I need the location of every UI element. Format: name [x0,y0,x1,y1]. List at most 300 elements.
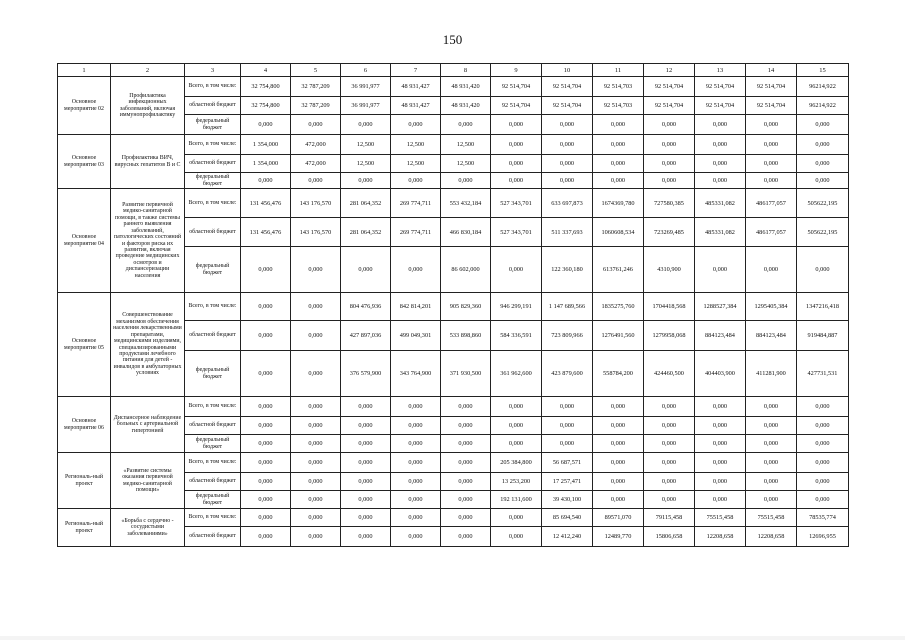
amount-cell: 143 176,570 [291,218,341,247]
col-header: 11 [593,64,644,77]
amount-cell: 0,000 [391,473,441,491]
amount-cell: 472,000 [291,155,341,173]
amount-cell: 0,000 [593,417,644,435]
amount-cell: 0,000 [542,435,593,453]
amount-cell: 0,000 [241,473,291,491]
amount-cell: 85 694,540 [542,509,593,527]
amount-cell: 371 930,500 [441,351,491,397]
amount-cell: 0,000 [593,453,644,473]
amount-cell: 485331,082 [695,218,746,247]
amount-cell: 0,000 [542,135,593,155]
activity-name: Совершенствование механизмов обеспечения населения лекарственными препаратами, медицинскими изделиями, специализированными продуктами лечебного питания для детей - инвалидов в амбулаторных условиях [111,293,185,397]
amount-cell: 0,000 [644,135,695,155]
amount-cell: 411281,900 [746,351,797,397]
funding-source: областной бюджет [185,473,241,491]
amount-cell: 92 514,704 [644,97,695,115]
amount-cell: 0,000 [746,173,797,189]
amount-cell: 0,000 [593,155,644,173]
amount-cell: 1 354,000 [241,135,291,155]
funding-source: федеральный бюджет [185,115,241,135]
amount-cell: 0,000 [441,397,491,417]
amount-cell: 905 829,360 [441,293,491,321]
amount-cell: 0,000 [797,417,849,435]
funding-source: федеральный бюджет [185,173,241,189]
amount-cell: 0,000 [593,473,644,491]
amount-cell: 48 931,420 [441,77,491,97]
amount-cell: 0,000 [593,435,644,453]
table-row [58,293,849,321]
activity-name: Профилактика ВИЧ, вирусных гепатитов В и С [111,135,185,189]
amount-cell: 32 787,209 [291,77,341,97]
amount-cell: 205 384,800 [491,453,542,473]
amount-cell: 0,000 [797,173,849,189]
amount-cell: 281 064,352 [341,189,391,218]
amount-cell: 143 176,570 [291,189,341,218]
amount-cell: 0,000 [441,417,491,435]
amount-cell: 0,000 [441,473,491,491]
amount-cell: 32 754,800 [241,77,291,97]
amount-cell: 75515,458 [695,509,746,527]
amount-cell: 0,000 [291,527,341,547]
amount-cell: 0,000 [797,435,849,453]
amount-cell: 0,000 [241,351,291,397]
amount-cell: 0,000 [542,173,593,189]
amount-cell: 12208,658 [695,527,746,547]
activity-level: Основное мероприятие 04 [58,189,111,293]
amount-cell: 584 336,591 [491,321,542,351]
amount-cell: 1288527,384 [695,293,746,321]
amount-cell: 0,000 [341,115,391,135]
amount-cell: 131 456,476 [241,218,291,247]
amount-cell: 0,000 [644,453,695,473]
amount-cell: 1 147 689,566 [542,293,593,321]
amount-cell: 842 814,201 [391,293,441,321]
amount-cell: 0,000 [241,173,291,189]
amount-cell: 0,000 [746,435,797,453]
amount-cell: 12489,770 [593,527,644,547]
activity-level: Основное мероприятие 02 [58,77,111,135]
amount-cell: 884123,484 [695,321,746,351]
amount-cell: 0,000 [241,397,291,417]
amount-cell: 0,000 [746,417,797,435]
col-header: 8 [441,64,491,77]
amount-cell: 499 049,301 [391,321,441,351]
amount-cell: 0,000 [797,473,849,491]
budget-table [57,63,849,547]
activity-level: Региональ-ный проект [58,453,111,509]
amount-cell: 0,000 [746,135,797,155]
amount-cell: 0,000 [695,115,746,135]
amount-cell: 92 514,704 [491,77,542,97]
amount-cell: 12208,658 [746,527,797,547]
amount-cell: 0,000 [341,417,391,435]
amount-cell: 804 476,936 [341,293,391,321]
activity-level: Основное мероприятие 06 [58,397,111,453]
amount-cell: 0,000 [441,509,491,527]
amount-cell: 0,000 [695,155,746,173]
amount-cell: 0,000 [746,453,797,473]
funding-source: Всего, в том числе: [185,397,241,417]
amount-cell: 0,000 [593,491,644,509]
amount-cell: 12,500 [441,155,491,173]
amount-cell: 361 962,600 [491,351,542,397]
amount-cell: 12,500 [341,135,391,155]
amount-cell: 0,000 [241,435,291,453]
col-header: 12 [644,64,695,77]
amount-cell: 0,000 [746,491,797,509]
amount-cell: 92 514,704 [542,97,593,115]
amount-cell: 0,000 [695,473,746,491]
amount-cell: 0,000 [746,115,797,135]
amount-cell: 4310,900 [644,247,695,293]
amount-cell: 0,000 [291,491,341,509]
amount-cell: 0,000 [291,397,341,417]
amount-cell: 0,000 [491,247,542,293]
amount-cell: 15806,658 [644,527,695,547]
amount-cell: 12,500 [391,135,441,155]
amount-cell: 0,000 [341,491,391,509]
funding-source: областной бюджет [185,155,241,173]
amount-cell: 0,000 [644,173,695,189]
amount-cell: 0,000 [797,453,849,473]
amount-cell: 0,000 [441,491,491,509]
amount-cell: 0,000 [593,173,644,189]
amount-cell: 12 412,240 [542,527,593,547]
amount-cell: 404403,900 [695,351,746,397]
amount-cell: 0,000 [391,509,441,527]
amount-cell: 92 514,704 [746,77,797,97]
amount-cell: 131 456,476 [241,189,291,218]
amount-cell: 0,000 [644,473,695,491]
amount-cell: 0,000 [341,473,391,491]
amount-cell: 36 991,977 [341,97,391,115]
amount-cell: 0,000 [241,115,291,135]
amount-cell: 0,000 [593,115,644,135]
table-row [58,77,849,97]
amount-cell: 0,000 [341,453,391,473]
amount-cell: 78535,774 [797,509,849,527]
col-header: 6 [341,64,391,77]
funding-source: Всего, в том числе: [185,453,241,473]
amount-cell: 0,000 [695,247,746,293]
amount-cell: 553 432,184 [441,189,491,218]
amount-cell: 0,000 [391,453,441,473]
col-header: 1 [58,64,111,77]
amount-cell: 0,000 [491,115,542,135]
amount-cell: 0,000 [491,173,542,189]
amount-cell: 0,000 [291,351,341,397]
amount-cell: 96214,922 [797,77,849,97]
funding-source: областной бюджет [185,97,241,115]
amount-cell: 0,000 [542,155,593,173]
funding-source: федеральный бюджет [185,351,241,397]
amount-cell: 48 931,427 [391,97,441,115]
amount-cell: 92 514,704 [695,97,746,115]
amount-cell: 0,000 [391,417,441,435]
amount-cell: 0,000 [391,435,441,453]
col-header: 2 [111,64,185,77]
col-header: 15 [797,64,849,77]
amount-cell: 0,000 [542,397,593,417]
amount-cell: 0,000 [241,247,291,293]
amount-cell: 0,000 [695,397,746,417]
amount-cell: 32 787,209 [291,97,341,115]
amount-cell: 0,000 [695,173,746,189]
amount-cell: 533 898,860 [441,321,491,351]
amount-cell: 0,000 [441,435,491,453]
amount-cell: 485331,082 [695,189,746,218]
amount-cell: 558784,200 [593,351,644,397]
table-row [58,397,849,417]
activity-name: Профилактика инфекционных заболеваний, включая иммунопрофилактику [111,77,185,135]
amount-cell: 727580,385 [644,189,695,218]
amount-cell: 0,000 [241,453,291,473]
amount-cell: 0,000 [341,397,391,417]
amount-cell: 48 931,420 [441,97,491,115]
amount-cell: 12,500 [341,155,391,173]
amount-cell: 0,000 [644,435,695,453]
col-header: 14 [746,64,797,77]
amount-cell: 0,000 [391,247,441,293]
amount-cell: 0,000 [391,115,441,135]
amount-cell: 0,000 [797,135,849,155]
amount-cell: 0,000 [695,491,746,509]
amount-cell: 486177,057 [746,189,797,218]
amount-cell: 486177,057 [746,218,797,247]
funding-source: федеральный бюджет [185,435,241,453]
amount-cell: 32 754,800 [241,97,291,115]
amount-cell: 122 360,180 [542,247,593,293]
activity-name: Развитие первичной медико-санитарной помощи, в также системы раннего выявления заболеваний, патологических состояний и факторов риска их развития, включая проведение медицинских осмотров и диспансеризации населения [111,189,185,293]
amount-cell: 0,000 [341,435,391,453]
col-header: 3 [185,64,241,77]
column-number-row [58,64,849,77]
amount-cell: 0,000 [341,173,391,189]
amount-cell: 0,000 [241,491,291,509]
amount-cell: 0,000 [542,115,593,135]
amount-cell: 0,000 [291,453,341,473]
amount-cell: 472,000 [291,135,341,155]
funding-source: областной бюджет [185,527,241,547]
amount-cell: 0,000 [291,509,341,527]
col-header: 9 [491,64,542,77]
amount-cell: 92 514,704 [542,77,593,97]
amount-cell: 0,000 [491,417,542,435]
amount-cell: 0,000 [695,435,746,453]
amount-cell: 0,000 [491,135,542,155]
funding-source: Всего, в том числе: [185,135,241,155]
activity-name: Диспансерное наблюдение больных с артериальной гипертонией [111,397,185,453]
funding-source: федеральный бюджет [185,247,241,293]
table-row [58,509,849,527]
activity-level: Основное мероприятие 03 [58,135,111,189]
activity-level: Основное мероприятие 05 [58,293,111,397]
amount-cell: 92 514,704 [644,77,695,97]
amount-cell: 0,000 [241,527,291,547]
scan-edge [0,636,905,640]
funding-source: областной бюджет [185,321,241,351]
amount-cell: 0,000 [746,155,797,173]
amount-cell: 427731,531 [797,351,849,397]
amount-cell: 0,000 [291,417,341,435]
col-header: 10 [542,64,593,77]
amount-cell: 79115,458 [644,509,695,527]
amount-cell: 0,000 [341,247,391,293]
amount-cell: 269 774,711 [391,189,441,218]
amount-cell: 0,000 [695,453,746,473]
amount-cell: 613761,246 [593,247,644,293]
activity-name: «Борьба с сердечно - сосудистыми заболеваниями» [111,509,185,547]
amount-cell: 0,000 [241,293,291,321]
amount-cell: 269 774,711 [391,218,441,247]
amount-cell: 0,000 [291,115,341,135]
amount-cell: 92 514,704 [746,97,797,115]
amount-cell: 0,000 [391,173,441,189]
amount-cell: 0,000 [241,417,291,435]
amount-cell: 12696,955 [797,527,849,547]
amount-cell: 343 764,900 [391,351,441,397]
amount-cell: 12,500 [391,155,441,173]
amount-cell: 39 430,100 [542,491,593,509]
amount-cell: 0,000 [644,397,695,417]
funding-source: Всего, в том числе: [185,509,241,527]
amount-cell: 0,000 [797,491,849,509]
amount-cell: 1704418,568 [644,293,695,321]
amount-cell: 89571,070 [593,509,644,527]
amount-cell: 511 337,693 [542,218,593,247]
amount-cell: 0,000 [441,115,491,135]
amount-cell: 0,000 [291,247,341,293]
table-row [58,189,849,218]
funding-source: областной бюджет [185,218,241,247]
amount-cell: 92 514,704 [491,97,542,115]
amount-cell: 633 697,873 [542,189,593,218]
amount-cell: 527 343,701 [491,189,542,218]
amount-cell: 1276491,560 [593,321,644,351]
amount-cell: 0,000 [441,173,491,189]
table-row [58,135,849,155]
amount-cell: 0,000 [341,527,391,547]
amount-cell: 0,000 [291,321,341,351]
amount-cell: 723 809,966 [542,321,593,351]
funding-source: областной бюджет [185,417,241,435]
amount-cell: 0,000 [491,435,542,453]
amount-cell: 0,000 [746,247,797,293]
col-header: 4 [241,64,291,77]
amount-cell: 1279958,068 [644,321,695,351]
amount-cell: 192 131,600 [491,491,542,509]
amount-cell: 0,000 [441,453,491,473]
amount-cell: 1060608,534 [593,218,644,247]
amount-cell: 466 830,184 [441,218,491,247]
amount-cell: 0,000 [644,115,695,135]
amount-cell: 92 514,703 [593,77,644,97]
amount-cell: 0,000 [797,115,849,135]
amount-cell: 92 514,704 [695,77,746,97]
amount-cell: 48 931,427 [391,77,441,97]
amount-cell: 0,000 [644,155,695,173]
amount-cell: 0,000 [391,397,441,417]
amount-cell: 0,000 [491,527,542,547]
amount-cell: 0,000 [695,135,746,155]
amount-cell: 0,000 [441,527,491,547]
amount-cell: 0,000 [291,173,341,189]
amount-cell: 427 897,036 [341,321,391,351]
amount-cell: 92 514,703 [593,97,644,115]
amount-cell: 0,000 [491,155,542,173]
amount-cell: 0,000 [241,321,291,351]
col-header: 7 [391,64,441,77]
budget-table-body [58,64,849,547]
amount-cell: 0,000 [291,473,341,491]
page-number: 150 [442,32,463,47]
amount-cell: 0,000 [241,509,291,527]
amount-cell: 1 354,000 [241,155,291,173]
funding-source: Всего, в том числе: [185,189,241,218]
amount-cell: 0,000 [291,435,341,453]
col-header: 5 [291,64,341,77]
amount-cell: 0,000 [644,491,695,509]
amount-cell: 505622,195 [797,218,849,247]
col-header: 13 [695,64,746,77]
amount-cell: 36 991,977 [341,77,391,97]
activity-name: «Развитие системы оказания первичной медико-санитарной помощи» [111,453,185,509]
amount-cell: 0,000 [797,397,849,417]
amount-cell: 0,000 [695,417,746,435]
amount-cell: 0,000 [593,397,644,417]
amount-cell: 0,000 [542,417,593,435]
amount-cell: 505622,195 [797,189,849,218]
activity-level: Региональ-ный проект [58,509,111,547]
amount-cell: 0,000 [291,293,341,321]
table-row [58,453,849,473]
amount-cell: 423 879,600 [542,351,593,397]
funding-source: Всего, в том числе: [185,77,241,97]
amount-cell: 0,000 [797,247,849,293]
amount-cell: 884123,484 [746,321,797,351]
amount-cell: 1295405,384 [746,293,797,321]
amount-cell: 56 687,571 [542,453,593,473]
funding-source: федеральный бюджет [185,491,241,509]
amount-cell: 919484,887 [797,321,849,351]
amount-cell: 13 253,200 [491,473,542,491]
amount-cell: 1835275,760 [593,293,644,321]
amount-cell: 0,000 [746,397,797,417]
amount-cell: 75515,458 [746,509,797,527]
amount-cell: 0,000 [341,509,391,527]
amount-cell: 1347216,418 [797,293,849,321]
amount-cell: 17 257,471 [542,473,593,491]
amount-cell: 0,000 [593,135,644,155]
funding-source: Всего, в том числе: [185,293,241,321]
amount-cell: 0,000 [491,509,542,527]
amount-cell: 946 299,191 [491,293,542,321]
amount-cell: 376 579,900 [341,351,391,397]
amount-cell: 424460,500 [644,351,695,397]
amount-cell: 723269,485 [644,218,695,247]
amount-cell: 0,000 [797,155,849,173]
amount-cell: 0,000 [491,397,542,417]
amount-cell: 527 343,701 [491,218,542,247]
amount-cell: 281 064,352 [341,218,391,247]
amount-cell: 86 602,000 [441,247,491,293]
amount-cell: 0,000 [644,417,695,435]
amount-cell: 1674369,780 [593,189,644,218]
amount-cell: 0,000 [391,527,441,547]
amount-cell: 12,500 [441,135,491,155]
amount-cell: 0,000 [746,473,797,491]
amount-cell: 0,000 [391,491,441,509]
